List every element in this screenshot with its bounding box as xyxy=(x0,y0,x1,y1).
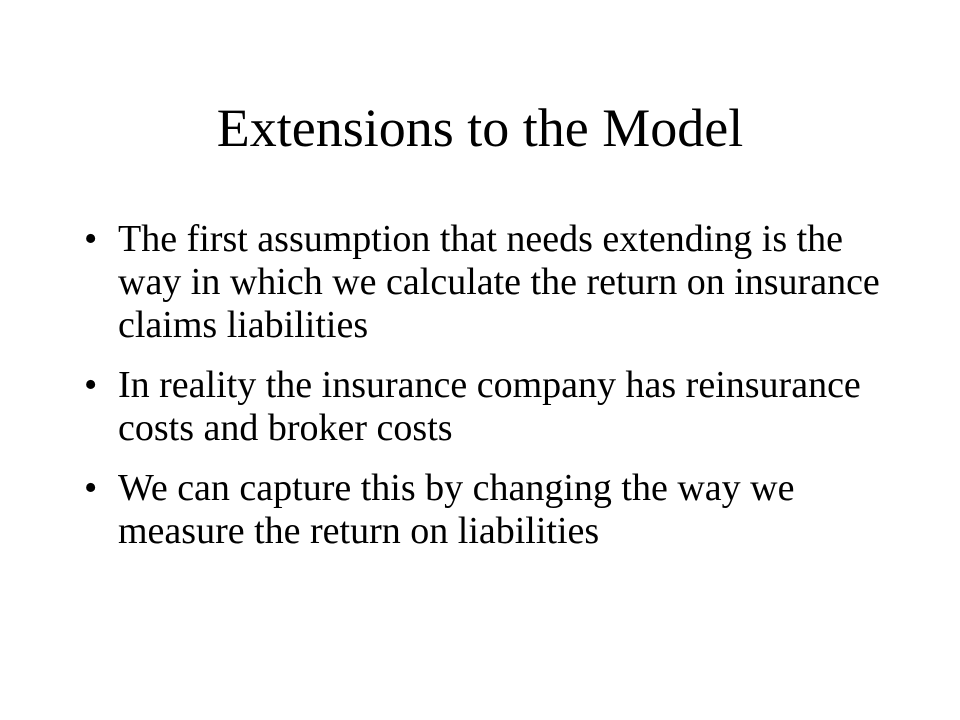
bullet-item xyxy=(84,364,904,450)
bullet-item xyxy=(84,467,904,553)
bullet-text: We can capture this by changing the way we measure the return on liabilities xyxy=(118,467,795,552)
slide-title: Extensions to the Model xyxy=(216,98,744,158)
bullet-text: The first assumption that needs extending is the way in which we calculate the return on insurance claims liabilities xyxy=(118,218,880,346)
bullet-item xyxy=(84,218,904,347)
bullet-marker: • xyxy=(84,364,98,406)
bullet-list xyxy=(84,218,904,570)
bullet-marker: • xyxy=(84,218,98,260)
bullet-marker: • xyxy=(84,467,98,509)
bullet-text: In reality the insurance company has reinsurance costs and broker costs xyxy=(118,364,861,449)
